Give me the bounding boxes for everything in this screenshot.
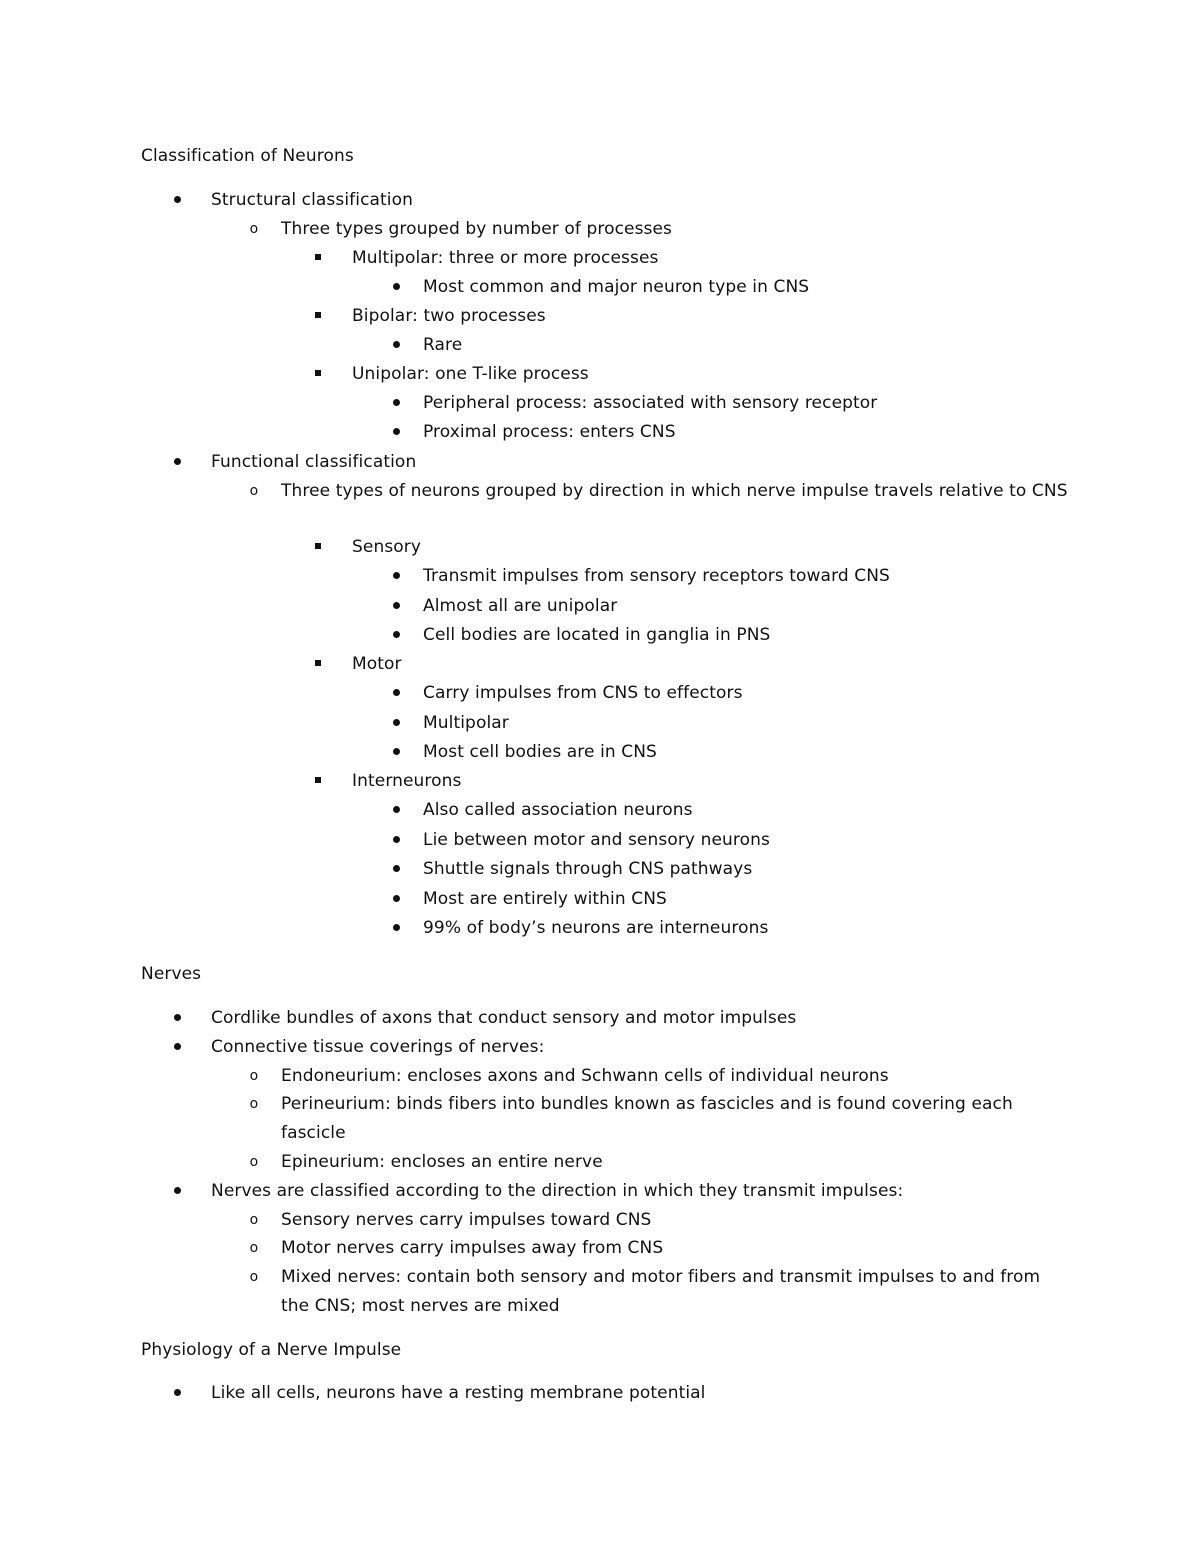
bullet-square-icon xyxy=(308,302,328,318)
list-item-text: Interneurons xyxy=(352,771,462,791)
bullet-disc-icon xyxy=(386,592,406,609)
list-item-text: Sensory xyxy=(352,537,422,557)
list-item-text: Three types of neurons grouped by direction in which nerve impulse travels relative to CNS xyxy=(281,481,1068,501)
list-item-text: Epineurium: encloses an entire nerve xyxy=(281,1152,603,1172)
list-item xyxy=(211,448,1071,477)
list-item xyxy=(249,1263,1071,1320)
list-item xyxy=(249,1234,1071,1263)
bullet-disc-icon xyxy=(167,186,187,203)
list-item xyxy=(249,477,1071,506)
bullet-disc-icon xyxy=(167,448,187,465)
list-item-text: Nerves are classified according to the direction in which they transmit impulses: xyxy=(211,1181,904,1201)
bullet-disc-icon xyxy=(167,1033,187,1050)
section-heading-physiology: Physiology of a Nerve Impulse xyxy=(141,1340,402,1360)
list-item xyxy=(423,885,1073,914)
list-item-text: Also called association neurons xyxy=(423,800,693,820)
list-item-text: Peripheral process: associated with sensory receptor xyxy=(423,393,878,413)
bullet-circle-icon: o xyxy=(249,483,259,499)
list-item xyxy=(423,679,1073,708)
list-item-text: Mixed nerves: contain both sensory and motor fibers and transmit impulses to and from the CNS; most nerves are mixed xyxy=(281,1267,1041,1316)
bullet-disc-icon xyxy=(167,1177,187,1194)
bullet-disc-icon xyxy=(386,389,406,406)
list-item xyxy=(249,1148,1071,1177)
bullet-disc-icon xyxy=(386,826,406,843)
list-item xyxy=(423,592,1073,621)
list-item-text: Bipolar: two processes xyxy=(352,306,546,326)
list-item xyxy=(423,738,1073,767)
list-item-text: Perineurium: binds fibers into bundles known as fascicles and is found covering each fascicle xyxy=(281,1094,1013,1143)
list-item xyxy=(423,418,1073,447)
section-heading-neurons: Classification of Neurons xyxy=(141,146,354,166)
list-item xyxy=(423,826,1073,855)
list-item-text: Rare xyxy=(423,335,463,355)
bullet-disc-icon xyxy=(386,914,406,931)
section-heading-nerves: Nerves xyxy=(141,964,202,984)
list-item xyxy=(249,1090,1071,1147)
list-item-text: Connective tissue coverings of nerves: xyxy=(211,1037,545,1057)
list-item xyxy=(211,1177,1071,1206)
list-item xyxy=(352,360,1072,389)
list-item xyxy=(249,215,1071,244)
list-item-text: Cordlike bundles of axons that conduct sensory and motor impulses xyxy=(211,1008,797,1028)
list-item-text: Most are entirely within CNS xyxy=(423,889,667,909)
list-item-text: Three types grouped by number of processes xyxy=(281,219,672,239)
bullet-disc-icon xyxy=(386,796,406,813)
list-item xyxy=(352,244,1072,273)
list-item-text: Lie between motor and sensory neurons xyxy=(423,830,770,850)
bullet-square-icon xyxy=(308,360,328,376)
bullet-disc-icon xyxy=(386,418,406,435)
list-item-text: Structural classification xyxy=(211,190,414,210)
list-item xyxy=(211,186,1071,215)
bullet-disc-icon xyxy=(386,621,406,638)
bullet-disc-icon xyxy=(167,1379,187,1396)
list-item-text: Endoneurium: encloses axons and Schwann cells of individual neurons xyxy=(281,1066,889,1086)
list-item xyxy=(423,389,1073,418)
list-item-text: Motor nerves carry impulses away from CNS xyxy=(281,1238,664,1258)
list-item xyxy=(423,796,1073,825)
list-item-text: Multipolar xyxy=(423,713,509,733)
list-item-text: Carry impulses from CNS to effectors xyxy=(423,683,743,703)
list-item xyxy=(423,331,1073,360)
bullet-disc-icon xyxy=(386,273,406,290)
list-item-text: Proximal process: enters CNS xyxy=(423,422,676,442)
list-item xyxy=(423,855,1073,884)
list-item-text: Unipolar: one T-like process xyxy=(352,364,589,384)
list-item-text: Most cell bodies are in CNS xyxy=(423,742,657,762)
bullet-circle-icon: o xyxy=(249,1269,259,1285)
bullet-circle-icon: o xyxy=(249,1068,259,1084)
list-item-text: Most common and major neuron type in CNS xyxy=(423,277,810,297)
list-item-text: Functional classification xyxy=(211,452,417,472)
list-item-text: Shuttle signals through CNS pathways xyxy=(423,859,753,879)
bullet-disc-icon xyxy=(386,885,406,902)
list-item xyxy=(423,273,1073,302)
list-item xyxy=(423,914,1073,943)
bullet-square-icon xyxy=(308,533,328,549)
list-item-text: Sensory nerves carry impulses toward CNS xyxy=(281,1210,652,1230)
list-item-text: Almost all are unipolar xyxy=(423,596,618,616)
list-item xyxy=(352,533,1072,562)
bullet-disc-icon xyxy=(386,709,406,726)
bullet-circle-icon: o xyxy=(249,1154,259,1170)
list-item xyxy=(249,1206,1071,1235)
list-item-text: Like all cells, neurons have a resting membrane potential xyxy=(211,1383,706,1403)
list-item xyxy=(211,1033,1071,1062)
list-item-text: 99% of body’s neurons are interneurons xyxy=(423,918,769,938)
list-item xyxy=(211,1379,1071,1408)
bullet-circle-icon: o xyxy=(249,1240,259,1256)
bullet-circle-icon: o xyxy=(249,1096,259,1112)
list-item-text: Multipolar: three or more processes xyxy=(352,248,659,268)
list-item xyxy=(423,709,1073,738)
list-item xyxy=(352,650,1072,679)
bullet-square-icon xyxy=(308,244,328,260)
list-item xyxy=(211,1004,1071,1033)
list-item-text: Transmit impulses from sensory receptors toward CNS xyxy=(423,566,890,586)
list-item-text: Cell bodies are located in ganglia in PNS xyxy=(423,625,771,645)
list-item xyxy=(423,562,1073,591)
bullet-circle-icon: o xyxy=(249,1212,259,1228)
bullet-disc-icon xyxy=(386,738,406,755)
bullet-square-icon xyxy=(308,650,328,666)
bullet-disc-icon xyxy=(386,679,406,696)
bullet-disc-icon xyxy=(167,1004,187,1021)
list-item-text: Motor xyxy=(352,654,402,674)
bullet-disc-icon xyxy=(386,855,406,872)
bullet-disc-icon xyxy=(386,562,406,579)
list-item xyxy=(423,621,1073,650)
list-item xyxy=(249,1062,1071,1091)
bullet-square-icon xyxy=(308,767,328,783)
bullet-circle-icon: o xyxy=(249,221,259,237)
list-item xyxy=(352,302,1072,331)
list-item xyxy=(352,767,1072,796)
bullet-disc-icon xyxy=(386,331,406,348)
